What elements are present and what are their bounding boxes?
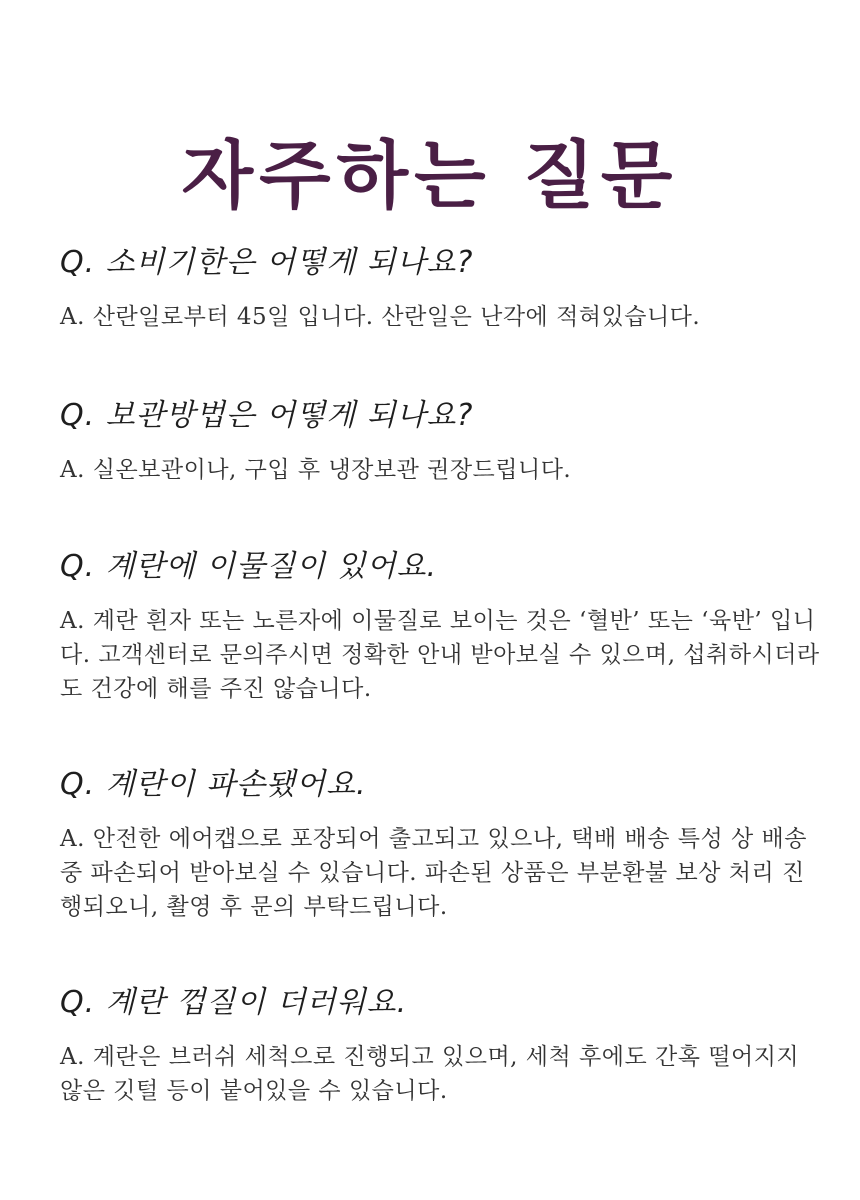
faq-answer: A. 실온보관이나, 구입 후 냉장보관 권장드립니다. [60,457,572,483]
faq-question: Q. 계란이 파손됐어요. [60,767,367,802]
faq-spacer [60,487,820,540]
faq-item [60,976,820,1108]
faq-item [60,389,820,487]
faq-answer: A. 안전한 에어캡으로 포장되어 출고되고 있으나, 택배 배송 특성 상 배송 중 파손되어 받아보실 수 있습니다. 파손된 상품은 부분환불 보상 처리 진행되오니, 촬영 후 문의 부탁드립니다. [60,826,807,920]
faq-item [60,758,820,924]
faq-question: Q. 계란에 이물질이 있어요. [60,549,438,584]
faq-question: Q. 소비기한은 어떻게 되나요? [60,245,474,280]
faq-answer: A. 계란은 브러쉬 세척으로 진행되고 있으며, 세척 후에도 간혹 떨어지지 않은 깃털 등이 붙어있을 수 있습니다. [60,1044,800,1104]
faq-spacer [60,706,820,758]
faq-answer: A. 계란 흰자 또는 노른자에 이물질로 보이는 것은 ‘혈반’ 또는 ‘육반’ 입니다. 고객센터로 문의주시면 정확한 안내 받아보실 수 있으며, 섭취하시더라도 건강에 해를 주진 않습니다. [60,608,820,702]
faq-question: Q. 계란 껍질이 더러워요. [60,985,408,1020]
faq-item [60,236,820,334]
faq-list [60,236,820,1108]
faq-answer: A. 산란일로부터 45일 입니다. 산란일은 난각에 적혀있습니다. [60,304,701,330]
faq-spacer [60,334,820,389]
faq-spacer [60,924,820,976]
faq-question: Q. 보관방법은 어떻게 되나요? [60,398,474,433]
page-title: 자주하는 질문 [181,132,679,219]
faq-item [60,540,820,706]
